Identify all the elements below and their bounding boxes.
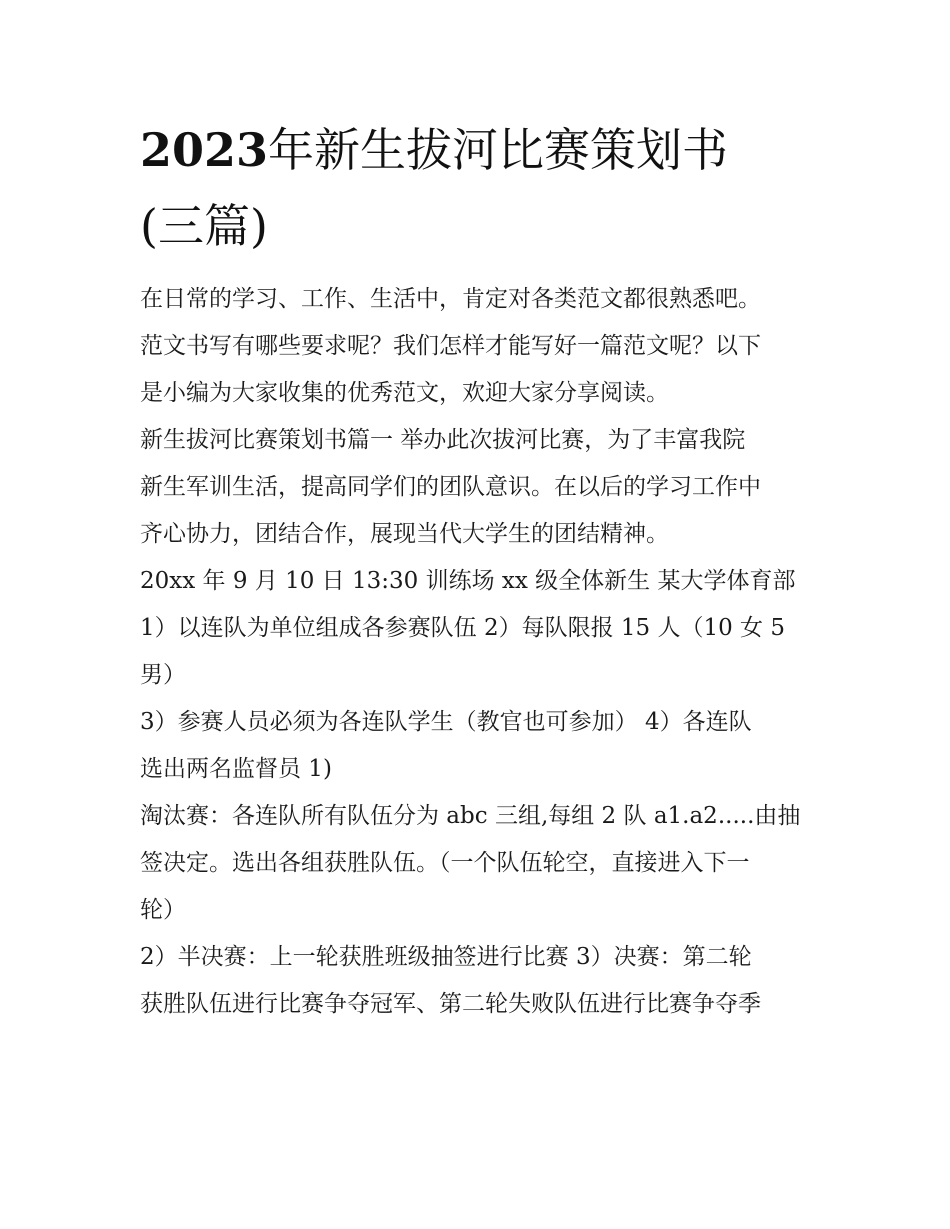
body-line: 选出两名监督员 1): [140, 756, 332, 782]
body-line: 2）半决赛：上一轮获胜班级抽签进行比赛 3）决赛：第二轮: [140, 944, 752, 970]
body-line: 签决定。选出各组获胜队伍。（一个队伍轮空，直接进入下一: [140, 850, 750, 876]
body-line: 轮）: [140, 897, 186, 923]
title-subtitle: (三篇): [140, 199, 268, 253]
title-text: 年新生拔河比赛策划书: [268, 123, 729, 177]
body-line: 3）参赛人员必须为各连队学生（教官也可参加） 4）各连队: [140, 709, 752, 735]
document-title: [140, 112, 820, 264]
body-line: 范文书写有哪些要求呢？我们怎样才能写好一篇范文呢？以下: [140, 333, 761, 359]
body-line: 男）: [140, 662, 186, 688]
body-line: 20xx 年 9 月 10 日 13:30 训练场 xx 级全体新生 某大学体育部: [140, 568, 796, 594]
body-line: 获胜队伍进行比赛争夺冠军、第二轮失败队伍进行比赛争夺季: [140, 991, 761, 1017]
body-line: 1）以连队为单位组成各参赛队伍 2）每队限报 15 人（10 女 5: [140, 615, 785, 641]
body-line: 新生拔河比赛策划书篇一 举办此次拔河比赛，为了丰富我院: [140, 427, 746, 453]
body-line: 是小编为大家收集的优秀范文，欢迎大家分享阅读。: [140, 380, 669, 406]
document-body: [140, 276, 820, 1028]
title-year: 2023: [140, 123, 269, 177]
body-line: 淘汰赛：各连队所有队伍分为 abc 三组,每组 2 队 a1.a2.....由抽: [140, 803, 801, 829]
body-line: 新生军训生活，提高同学们的团队意识。在以后的学习工作中: [140, 474, 761, 500]
body-line: 在日常的学习、工作、生活中，肯定对各类范文都很熟悉吧。: [140, 286, 761, 312]
body-line: 齐心协力，团结合作，展现当代大学生的团结精神。: [140, 521, 669, 547]
